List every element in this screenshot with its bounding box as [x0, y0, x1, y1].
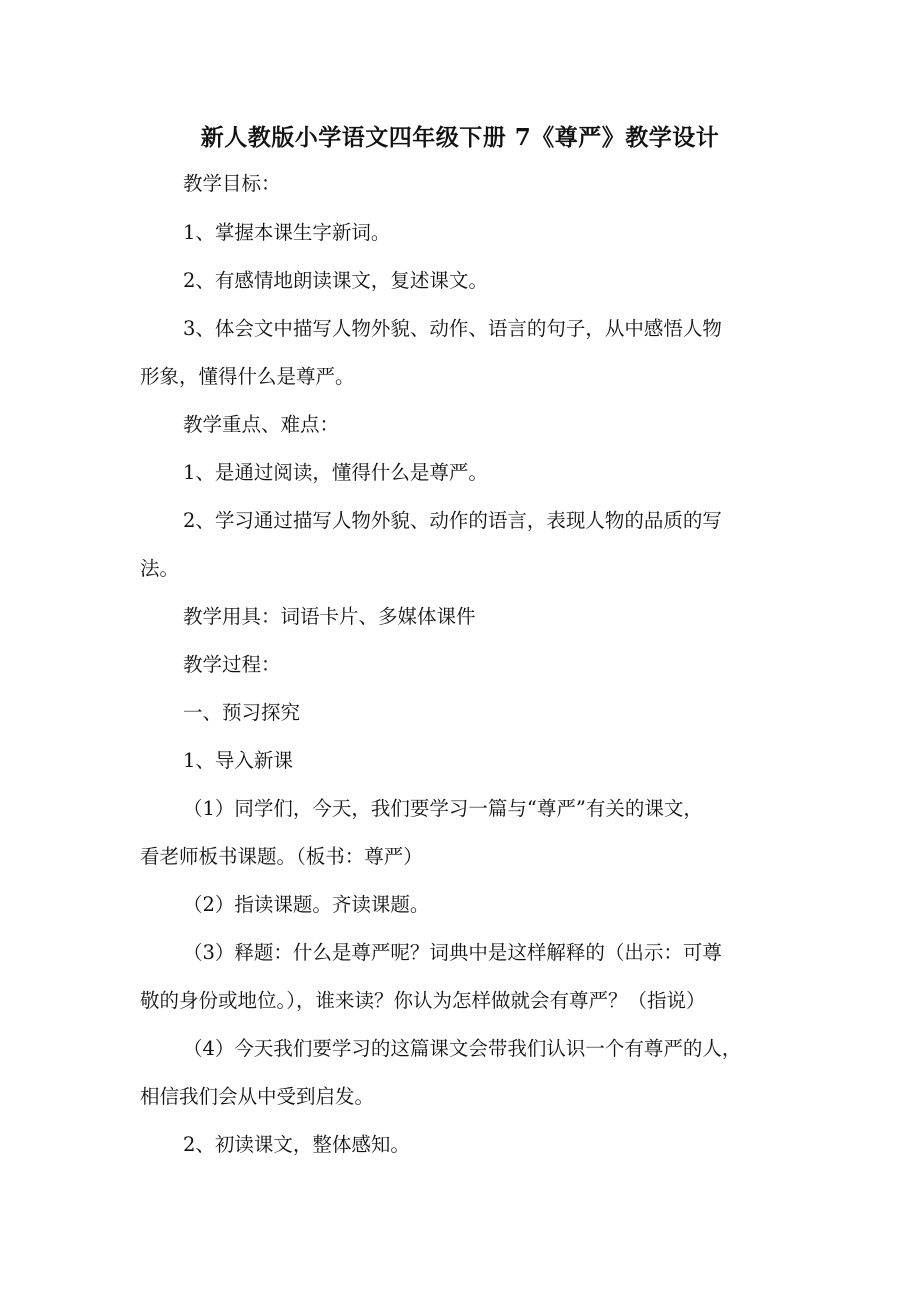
- subsection-heading: 2、初读课文，整体感知。: [183, 1133, 410, 1156]
- section-heading-process: 教学过程：: [183, 653, 281, 676]
- paragraph-line: 敬的身份或地位。），谁来读？你认为怎样做就会有尊严？（指说）: [140, 989, 706, 1012]
- subsection-heading: 一、预习探究: [183, 701, 301, 724]
- document-title: 新人教版小学语文四年级下册 7《尊严》教学设计: [200, 124, 720, 151]
- section-heading-objectives: 教学目标：: [183, 172, 281, 195]
- paragraph-line: 2、有感情地朗读课文，复述课文。: [183, 269, 488, 292]
- paragraph-line: （3）释题：什么是尊严呢？词典中是这样解释的（出示：可尊: [183, 941, 722, 964]
- paragraph-line: 看老师板书课题。（板书：尊严）: [140, 845, 423, 868]
- paragraph-line: 3、体会文中描写人物外貌、动作、语言的句子，从中感悟人物: [183, 317, 722, 340]
- paragraph-line: （2）指读课题。齐读课题。: [183, 893, 430, 916]
- paragraph-line: 1、是通过阅读，懂得什么是尊严。: [183, 461, 488, 484]
- subsection-heading: 1、导入新课: [183, 749, 293, 772]
- paragraph-line: 相信我们会从中受到启发。: [140, 1085, 375, 1108]
- paragraph-line: （1）同学们，今天，我们要学习一篇与“尊严”有关的课文，: [183, 797, 703, 820]
- section-heading-tools: 教学用具：词语卡片、多媒体课件: [183, 605, 476, 628]
- paragraph-line: （4）今天我们要学习的这篇课文会带我们认识一个有尊严的人，: [183, 1037, 742, 1060]
- paragraph-line: 2、学习通过描写人物外貌、动作的语言，表现人物的品质的写: [183, 509, 722, 532]
- paragraph-line: 1、掌握本课生字新词。: [183, 221, 391, 244]
- paragraph-line: 法。: [140, 557, 180, 580]
- paragraph-line: 形象，懂得什么是尊严。: [140, 365, 355, 388]
- section-heading-key-points: 教学重点、难点：: [183, 413, 340, 436]
